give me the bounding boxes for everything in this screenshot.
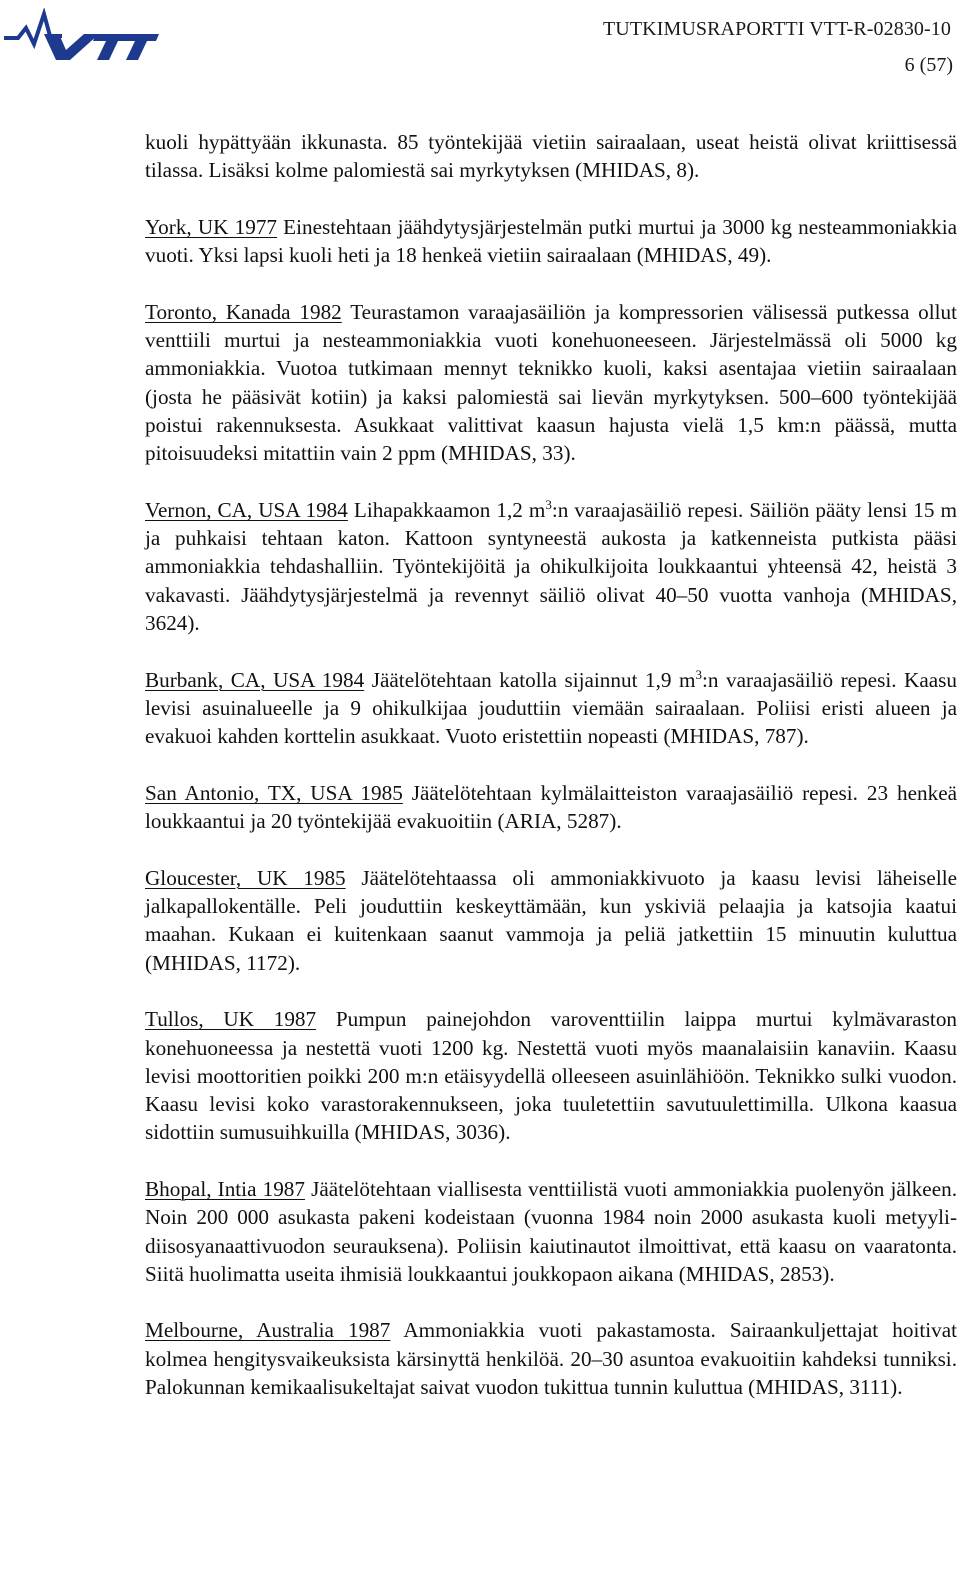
paragraph-text: :n varaajasäiliö repesi. Kaasu levisi asuinalueelle ja 9 ohikulkijaa jouduttiin viemään sairaalaan. Poliisi eristi alueen ja evakuoi kahden korttelin asukkaat. Vuoto eristettiin nopeasti (MHIDAS, 787). (145, 667, 957, 749)
paragraph (145, 128, 957, 185)
paragraph (145, 864, 957, 977)
paragraph-text: Pumpun painejohdon varoventtiilin laippa murtui kylmävaraston konehuoneessa ja nestettä vuoti 1200 kg. Nestettä vuoti myös maanalaisiin kanaviin. Kaasu levisi moottoritien poikki 200 m:n etäisyydellä olleeseen asuinlähiöön. Teknikko sulki vuodon. Kaasu levisi koko varastorakennukseen, joka tuuletettiin savutuulettimilla. Ulkona kaasua sidottiin sumusuihkuilla (MHIDAS, 3036). (145, 1007, 958, 1145)
paragraph-text: :n varaajasäiliö repesi. Säiliön pääty lensi 15 m ja puhkaisi tehtaan katon. Kattoon syntyneestä aukosta ja katkenneista putkista pääsi ammoniakkia tehdashalliin. Työntekijöitä ja ohikulkijoita loukkaantui yhteensä 42, heistä 3 vakavasti. Jäähdytysjärjestelmä ja revennyt säiliö olivat 40–50 vuotta vanhoja (MHIDAS, 3624). (145, 497, 957, 636)
incident-place: Gloucester, UK 1985 (145, 865, 346, 890)
incident-place: York, UK 1977 (145, 214, 278, 239)
paragraph (145, 1316, 957, 1401)
incident-place: San Antonio, TX, USA 1985 (145, 780, 403, 805)
logo-letter-t2 (122, 34, 159, 60)
incident-place: Toronto, Kanada 1982 (145, 299, 342, 324)
paragraph (145, 779, 957, 836)
paragraph (145, 666, 957, 751)
paragraph-text: Ammoniakkia vuoti pakastamosta. Sairaankuljettajat hoitivat kolmea hengitysvaikeuksista kärsinyttä henkilöä. 20–30 asuntoa evakuoitiin kahdeksi tunniksi. Palokunnan kemikaalisukeltajat saivat vuodon tukittua tunnin kuluttua (MHIDAS, 3111). (145, 1318, 957, 1400)
paragraph (145, 213, 957, 270)
page-number: 6 (57) (904, 54, 953, 76)
paragraph-text: Einestehtaan jäähdytysjärjestelmän putki murtui ja 3000 kg nesteammoniakkia vuoti. Yksi lapsi kuoli heti ja 18 henkeä vietiin sairaalaan (MHIDAS, 49). (145, 214, 957, 268)
incident-place: Tullos, UK 1987 (145, 1007, 317, 1032)
paragraph-text: Jäätelötehtaan kylmälaitteiston varaajasäiliö repesi. 23 henkeä loukkaantui ja 20 työntekijää evakuoitiin (ARIA, 5287). (145, 780, 958, 834)
superscript: 3 (695, 666, 702, 682)
paragraph (145, 1175, 957, 1288)
vtt-logo (4, 8, 160, 64)
paragraph (145, 298, 957, 468)
superscript: 3 (545, 496, 552, 512)
paragraph (145, 496, 957, 637)
incident-place: Bhopal, Intia 1987 (145, 1176, 305, 1201)
paragraph-text: Lihapakkaamon 1,2 m (353, 497, 546, 522)
paragraph-text: kuoli hypättyään ikkunasta. 85 työntekijää vietiin sairaalaan, useat heistä olivat kriittisessä tilassa. Lisäksi kolme palomiestä sai myrkytyksen (MHIDAS, 8). (145, 130, 957, 183)
paragraph-text: Teurastamon varaajasäiliön ja kompressorien välisessä putkessa ollut venttiili murtui ja nesteammoniakkia vuoti konehuoneeseen. Järjestelmässä oli 5000 kg ammoniakkia. Vuotoa tutkimaan mennyt teknikko kuoli, kaksi asentajaa vietiin sairaalaan (josta he pääsivät kotiin) ja kaksi palomiestä sai lievän myrkytyksen. 500–600 työntekijää poistui rakennuksesta. Asukkaat valittivat kaasun hajusta vielä 1,5 km:n päässä, mutta pitoisuudeksi mitattiin vain 2 ppm (MHIDAS, 33). (145, 299, 958, 466)
logo-letter-v (44, 34, 99, 60)
paragraph-text: Jäätelötehtaan katolla sijainnut 1,9 m (371, 667, 696, 692)
paragraph-text: Jäätelötehtaassa oli ammoniakkivuoto ja kaasu levisi läheiselle jalkapallokentälle. Peli jouduttiin keskeyttämään, kun yskiviä pelaajia ja katsojia kaatui maahan. Kukaan ei kuitenkaan saanut vammoja ja peliä jatkettiin 15 minuutin kuluttua (MHIDAS, 1172). (145, 865, 958, 975)
report-id: TUTKIMUSRAPORTTI VTT-R-02830-10 (602, 18, 951, 40)
incident-place: Melbourne, Australia 1987 (145, 1318, 391, 1343)
paragraph (145, 1005, 957, 1146)
paragraph-text: Jäätelötehtaan viallisesta venttiilistä vuoti ammoniakkia puolenyön jälkeen. Noin 200 000 asukasta pakeni kodeistaan (vuonna 1984 noin 2000 asukasta kuoli metyyli-diisosyanaattivuodon seurauksena). Poliisin kaiutinautot ilmoittivat, että kaasu on vaaratonta. Siitä huolimatta useita ihmisiä loukkaantui joukkopaon aikana (MHIDAS, 2853). (145, 1176, 958, 1286)
incident-place: Vernon, CA, USA 1984 (145, 497, 348, 522)
document-body (145, 128, 957, 1430)
incident-place: Burbank, CA, USA 1984 (145, 667, 365, 692)
